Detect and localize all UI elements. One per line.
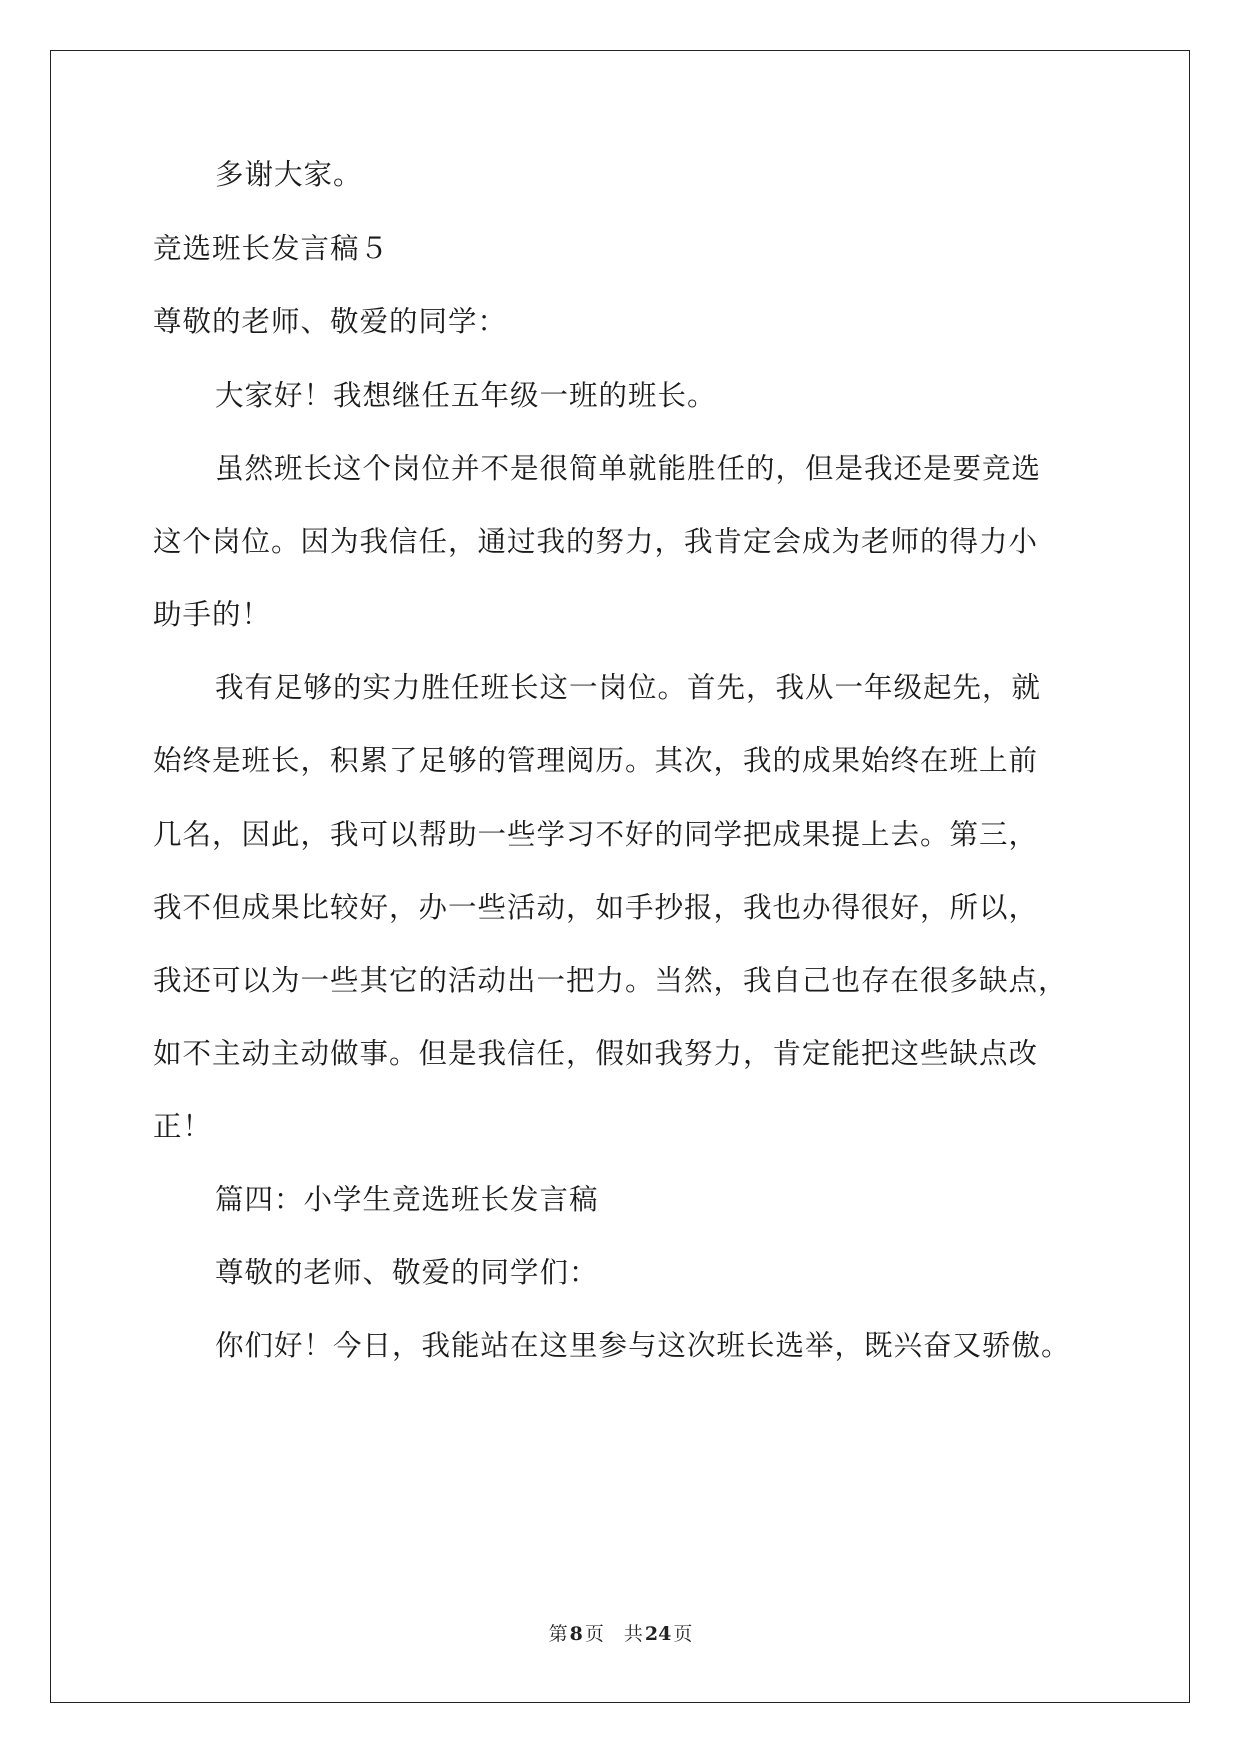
paragraph-line: 几名，因此，我可以帮助一些学习不好的同学把成果提上去。第三， bbox=[153, 818, 1039, 851]
paragraph-line: 始终是班长，积累了足够的管理阅历。其次，我的成果始终在班上前 bbox=[153, 744, 1039, 777]
paragraph-line: 大家好！我想继任五年级一班的班长。 bbox=[215, 379, 717, 412]
paragraph-line: 你们好！今日，我能站在这里参与这次班长选举，既兴奋又骄傲。 bbox=[215, 1329, 1071, 1362]
paragraph-line: 虽然班长这个岗位并不是很简单就能胜任的，但是我还是要竞选 bbox=[215, 452, 1042, 485]
total-page-number: 24 bbox=[644, 1623, 672, 1645]
page-prefix: 第 bbox=[548, 1623, 568, 1645]
page-footer bbox=[0, 1622, 1241, 1646]
paragraph-line: 这个岗位。因为我信任，通过我的努力，我肯定会成为老师的得力小 bbox=[153, 525, 1039, 558]
salutation: 尊敬的老师、敬爱的同学： bbox=[153, 305, 508, 338]
section-heading: 篇四：小学生竞选班长发言稿 bbox=[215, 1183, 599, 1216]
current-page-number: 8 bbox=[569, 1623, 583, 1645]
paragraph-line: 助手的！ bbox=[153, 598, 272, 631]
page-suffix: 页 bbox=[584, 1623, 604, 1645]
paragraph-line: 我还可以为一些其它的活动出一把力。当然，我自己也存在很多缺点， bbox=[153, 964, 1068, 997]
total-prefix: 共 bbox=[623, 1623, 643, 1645]
paragraph-line: 如不主动主动做事。但是我信任，假如我努力，肯定能把这些缺点改 bbox=[153, 1037, 1039, 1070]
paragraph-line: 我不但成果比较好，办一些活动，如手抄报，我也办得很好，所以， bbox=[153, 891, 1039, 924]
section-title: 竞选班长发言稿５ bbox=[153, 232, 390, 265]
total-suffix: 页 bbox=[673, 1623, 693, 1645]
salutation: 尊敬的老师、敬爱的同学们： bbox=[215, 1256, 599, 1289]
paragraph-line: 多谢大家。 bbox=[215, 158, 363, 191]
page-border bbox=[50, 50, 1190, 1703]
paragraph-line: 正！ bbox=[153, 1110, 213, 1143]
paragraph-line: 我有足够的实力胜任班长这一岗位。首先，我从一年级起先，就 bbox=[215, 671, 1042, 704]
